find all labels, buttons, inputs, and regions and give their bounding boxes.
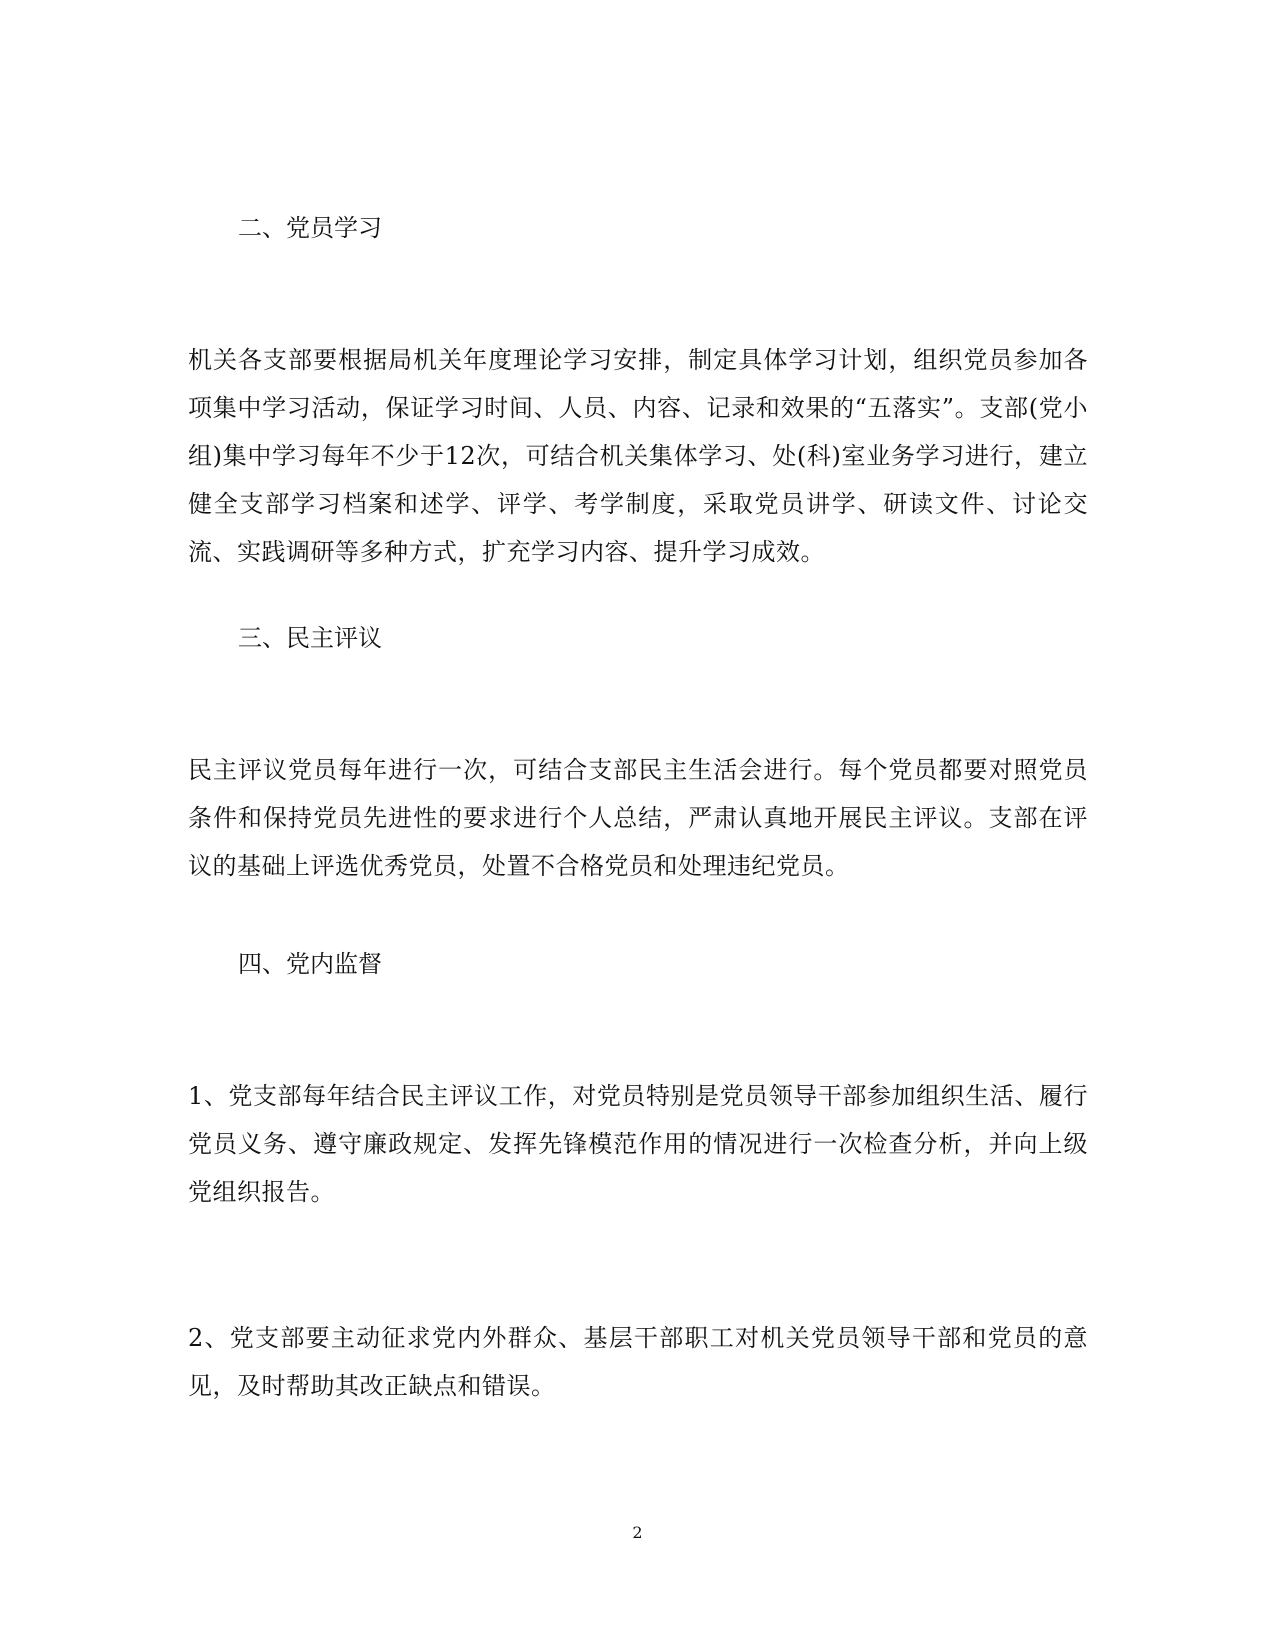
- section-heading-democratic-review: 三、民主评议: [238, 624, 382, 652]
- paragraph-party-study: 机关各支部要根据局机关年度理论学习安排，制定具体学习计划，组织党员参加各项集中学习活动，保证学习时间、人员、内容、记录和效果的“五落实”。支部(党小组)集中学习每年不少于12次，可结合机关集体学习、处(科)室业务学习进行，建立健全支部学习档案和述学、评学、考学制度，采取党员讲学、研读文件、讨论交流、实践调研等多种方式，扩充学习内容、提升学习成效。: [188, 346, 1088, 566]
- paragraph-supervision-item-1: 1、党支部每年结合民主评议工作，对党员特别是党员领导干部参加组织生活、履行党员义务、遵守廉政规定、发挥先锋模范作用的情况进行一次检查分析，并向上级党组织报告。: [188, 1082, 1088, 1206]
- section-heading-internal-supervision: 四、党内监督: [238, 950, 382, 978]
- section-heading-party-study: 二、党员学习: [238, 214, 382, 242]
- paragraph-supervision-item-2: 2、党支部要主动征求党内外群众、基层干部职工对机关党员领导干部和党员的意见，及时帮助其改正缺点和错误。: [188, 1324, 1088, 1400]
- page-number: 2: [632, 1523, 643, 1542]
- paragraph-democratic-review: 民主评议党员每年进行一次，可结合支部民主生活会进行。每个党员都要对照党员条件和保持党员先进性的要求进行个人总结，严肃认真地开展民主评议。支部在评议的基础上评选优秀党员，处置不合格党员和处理违纪党员。: [188, 756, 1088, 880]
